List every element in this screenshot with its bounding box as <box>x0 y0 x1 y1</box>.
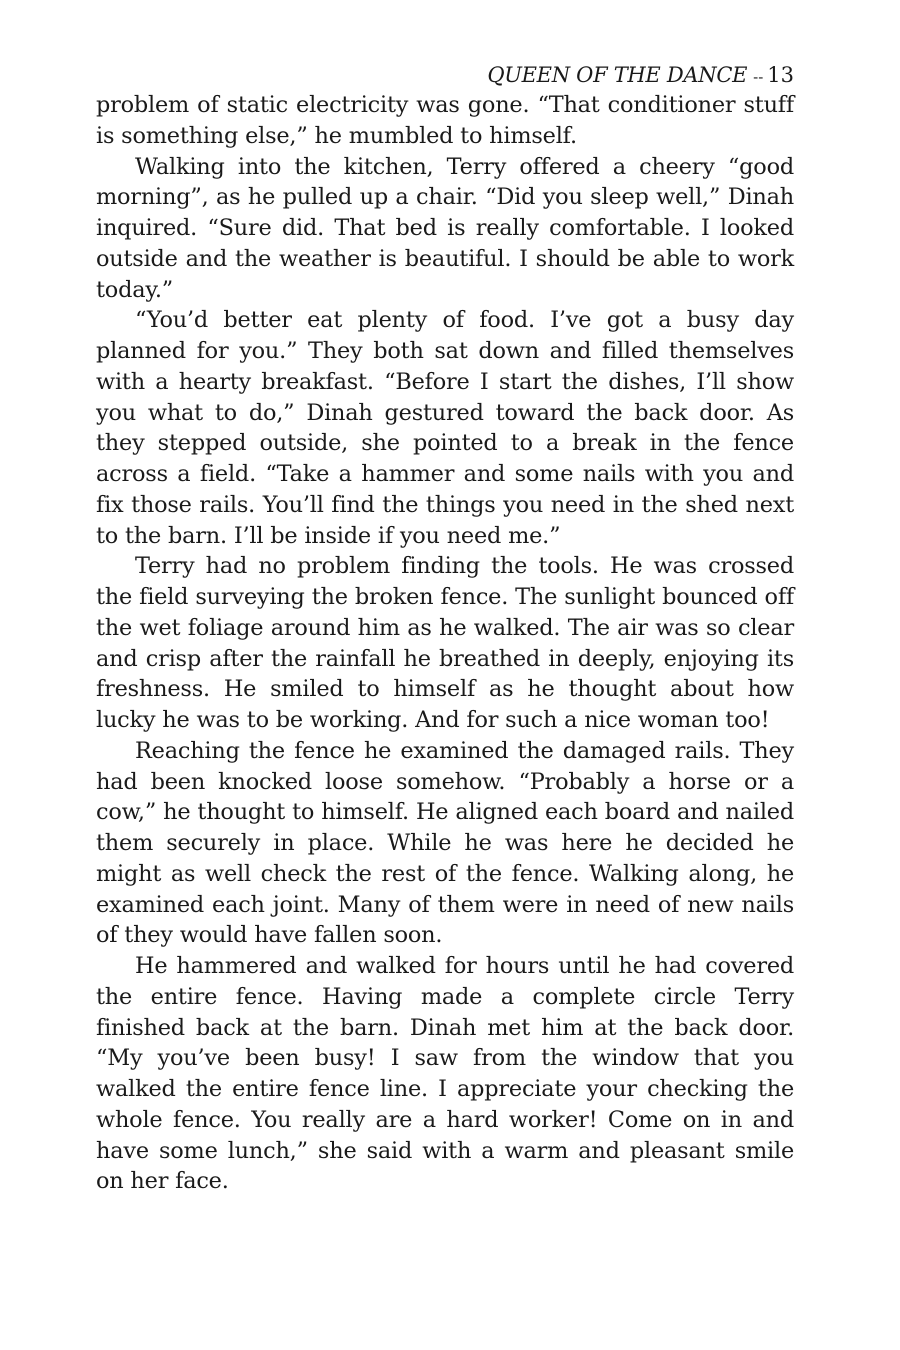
book-title: QUEEN OF THE DANCE <box>487 63 748 87</box>
paragraph: problem of static electricity was gone. “That conditioner stuff is something else,” he mumbled to himself. <box>96 92 794 149</box>
page-number: 13 <box>767 63 794 87</box>
running-header <box>96 60 794 90</box>
paragraph: Terry had no problem finding the tools. He was crossed the field surveying the broken fence. The sunlight bounced off the wet foliage around him as he walked. The air was so clear and crisp after the rainfall he breathed in deeply, enjoying its freshness. He smiled to himself as he thought about how lucky he was to be working. And for such a nice woman too! <box>96 553 794 733</box>
paragraph: “You’d better eat plenty of food. I’ve got a busy day planned for you.” They both sat down and filled themselves with a hearty breakfast. “Before I start the dishes, I’ll show you what to do,” Dinah gestured toward the back door. As they stepped outside, she pointed to a break in the fence across a field. “Take a hammer and some nails with you and fix those rails. You’ll find the things you need in the shed next to the barn. I’ll be inside if you need me.” <box>96 307 794 549</box>
paragraph: Walking into the kitchen, Terry offered a cheery “good morning”, as he pulled up a chair. “Did you sleep well,” Dinah inquired. “Sure did. That bed is really comfortable. I looked outside and the weather is beautiful. I should be able to work today.” <box>96 153 794 303</box>
book-page <box>96 60 794 1197</box>
body-text <box>96 90 794 1197</box>
paragraph: Reaching the fence he examined the damaged rails. They had been knocked loose somehow. “Probably a horse or a cow,” he thought to himself. He aligned each board and nailed them securely in place. While he was here he decided he might as well check the rest of the fence. Walking along, he examined each joint. Many of them were in need of new nails of they would have fallen soon. <box>96 737 794 949</box>
header-separator: -- <box>753 68 764 86</box>
paragraph: He hammered and walked for hours until he had covered the entire fence. Having made a complete circle Terry finished back at the barn. Dinah met him at the back door. “My you’ve been busy! I saw from the window that you walked the entire fence line. I appreciate your checking the whole fence. You really are a hard worker! Come on in and have some lunch,” she said with a warm and pleasant smile on her face. <box>96 953 794 1195</box>
